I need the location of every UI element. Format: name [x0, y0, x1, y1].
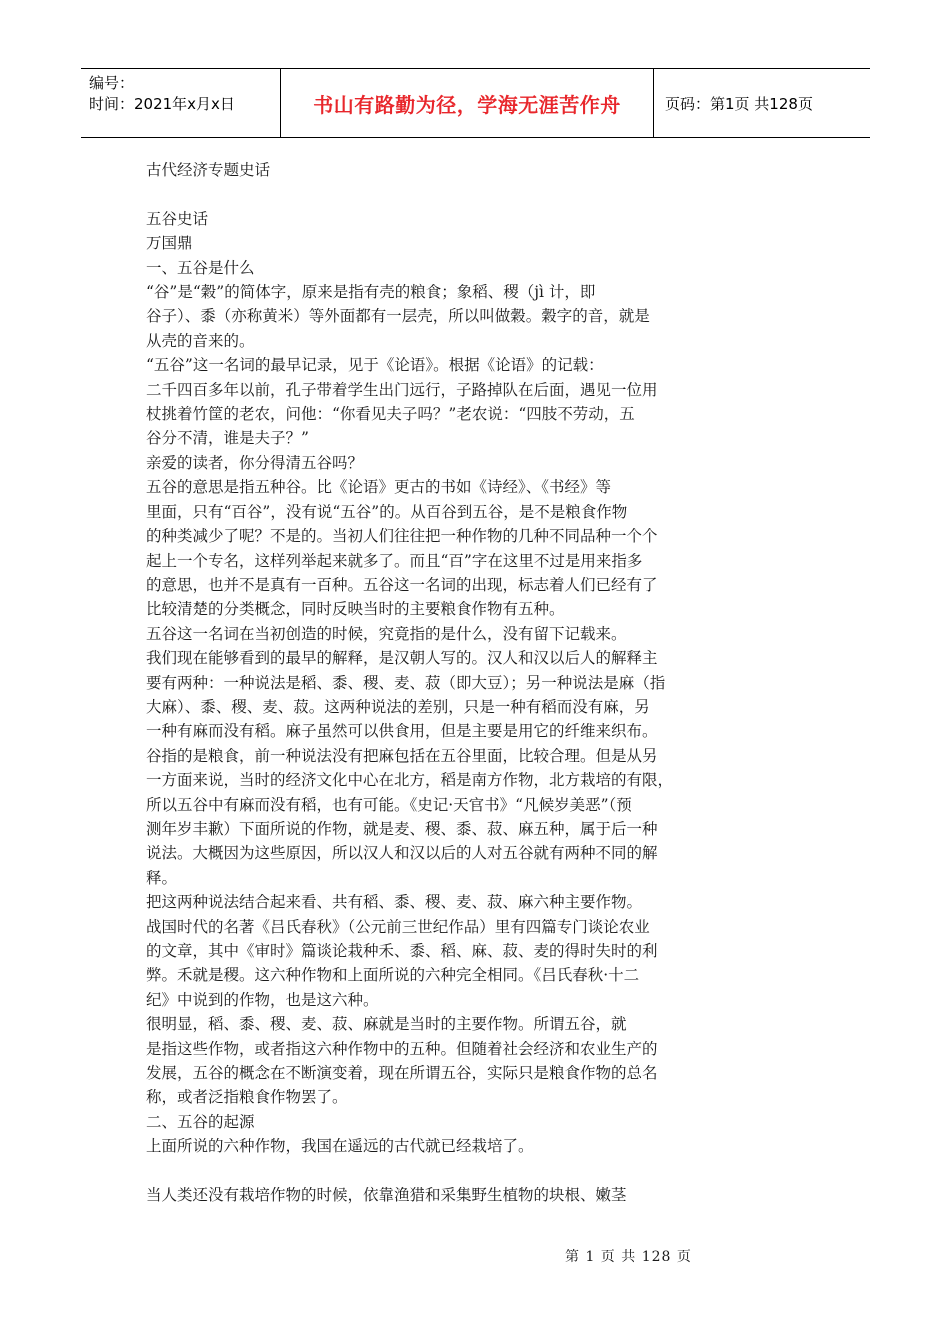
text-line: 的种类减少了呢？不是的。当初人们往往把一种作物的几种不同品种一个个: [146, 527, 658, 546]
text-line: 称，或者泛指粮食作物罢了。: [146, 1088, 348, 1107]
text-line: 纪》中说到的作物，也是这六种。: [146, 990, 379, 1009]
blank-line: [146, 182, 726, 206]
text-line: 是指这些作物，或者指这六种作物中的五种。但随着社会经济和农业生产的: [146, 1039, 658, 1058]
text-line: 大麻）、黍、稷、麦、菽。这两种说法的差别，只是一种有稻而没有麻，另: [146, 697, 650, 716]
document-title: 古代经济专题史话: [146, 161, 271, 179]
header-date-label: 时间：2021年x月x日: [89, 95, 235, 113]
text-line: 把这两种说法结合起来看、共有稻、黍、稷、麦、菽、麻六种主要作物。: [146, 893, 643, 912]
text-line: [146, 1159, 726, 1183]
text-line: 上面所说的六种作物，我国在遥远的古代就已经栽培了。: [146, 1137, 534, 1156]
text-line: 说法。大概因为这些原因，所以汉人和汉以后的人对五谷就有两种不同的解: [146, 844, 658, 863]
header-motto: 书山有路勤为径，学海无涯苦作舟: [281, 69, 654, 137]
text-line: 起上一个专名，这样列举起来就多了。而且“百”字在这里不过是用来指多: [146, 551, 643, 570]
page-footer: 第 1 页 共 128 页: [565, 1249, 692, 1265]
text-line: 二千四百多年以前，孔子带着学生出门远行，子路掉队在后面，遇见一位用: [146, 380, 658, 399]
text-line: 亲爱的读者，你分得清五谷吗？: [146, 453, 364, 472]
text-line: 的文章，其中《审时》篇谈论栽种禾、黍、稻、麻、菽、麦的得时失时的利: [146, 942, 658, 960]
text-line: 战国时代的名著《吕氏春秋》（公元前三世纪作品）里有四篇专门谈论农业: [146, 917, 650, 936]
text-line: 谷子）、黍（亦称黄米）等外面都有一层壳，所以叫做穀。穀字的音，就是: [146, 307, 650, 326]
text-line: 里面，只有“百谷”，没有说“五谷”的。从百谷到五谷，是不是粮食作物: [146, 502, 628, 521]
text-line: 的意思，也并不是真有一百种。五谷这一名词的出现，标志着人们已经有了: [146, 575, 658, 594]
text-line: 要有两种：一种说法是稻、黍、稷、麦、菽（即大豆）；另一种说法是麻（指: [146, 673, 666, 692]
text-line: 我们现在能够看到的最早的解释，是汉朝人写的。汉人和汉以后人的解释主: [146, 649, 658, 668]
text-line: 很明显，稻、黍、稷、麦、菽、麻就是当时的主要作物。所谓五谷，就: [146, 1015, 627, 1034]
body-lines: [146, 256, 726, 1208]
header-page-info: 页码：第1页 共128页: [665, 94, 813, 113]
text-line: 测年岁丰歉）下面所说的作物，就是麦、稷、黍、菽、麻五种，属于后一种: [146, 819, 658, 838]
text-line: 二、五谷的起源: [146, 1112, 255, 1131]
text-line: 发展，五谷的概念在不断演变着，现在所谓五谷，实际只是粮食作物的总名: [146, 1064, 658, 1083]
text-line: 一、五谷是什么: [146, 258, 255, 277]
header-meta: [81, 69, 281, 137]
text-line: “五谷”这一名词的最早记录，见于《论语》。根据《论语》的记载：: [146, 356, 604, 375]
section-title: 五谷史话: [146, 209, 209, 228]
text-line: 当人类还没有栽培作物的时候，依靠渔猎和采集野生植物的块根、嫩茎: [146, 1186, 627, 1205]
text-line: 从壳的音来的。: [146, 331, 255, 350]
text-line: 所以五谷中有麻而没有稻，也有可能。《史记·天官书》“凡候岁美恶”（预: [146, 795, 632, 814]
text-line: 弊。禾就是稷。这六种作物和上面所说的六种完全相同。《吕氏春秋·十二: [146, 966, 640, 985]
author-name: 万国鼎: [146, 234, 193, 253]
text-line: 释。: [146, 868, 178, 887]
text-line: 一方面来说，当时的经济文化中心在北方，稻是南方作物，北方栽培的有限，: [146, 771, 674, 790]
text-line: 比较清楚的分类概念，同时反映当时的主要粮食作物有五种。: [146, 600, 565, 619]
text-line: 五谷这一名词在当初创造的时候，究竟指的是什么，没有留下记载来。: [146, 624, 627, 643]
text-line: 五谷的意思是指五种谷。比《论语》更古的书如《诗经》、《书经》等: [146, 478, 612, 497]
text-line: “谷”是“穀”的简体字，原来是指有壳的粮食；象稻、稷（jì 计，即: [146, 283, 596, 302]
document-body: [146, 158, 726, 1207]
text-line: 谷分不清，谁是夫子？”: [146, 429, 309, 448]
header-number-label: 编号：: [89, 74, 135, 92]
page-header: [81, 68, 870, 138]
text-line: 谷指的是粮食，前一种说法没有把麻包括在五谷里面，比较合理。但是从另: [146, 746, 658, 765]
text-line: 一种有麻而没有稻。麻子虽然可以供食用，但是主要是用它的纤维来织布。: [146, 722, 658, 741]
text-line: 杖挑着竹筐的老农，问他：“你看见夫子吗？”老农说：“四肢不劳动，五: [146, 405, 635, 424]
